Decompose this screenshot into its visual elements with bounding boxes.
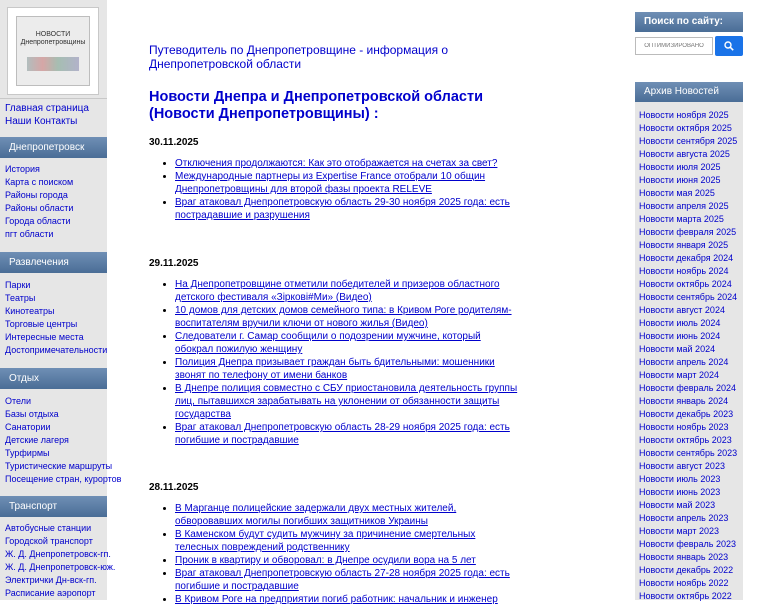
archive-item[interactable]: Новости мая 2025 — [639, 188, 715, 198]
news-day — [149, 482, 519, 606]
archive-item[interactable]: Новости июль 2023 — [639, 474, 721, 484]
news-link[interactable]: Враг атаковал Днепропетровскую область 29-30 ноября 2025 года: есть пострадавшие и разрушения — [175, 197, 510, 221]
archive-item[interactable]: Новости декабря 2024 — [639, 253, 734, 263]
sidebar-item-travel-agencies[interactable]: Турфирмы — [5, 448, 50, 458]
left-sidebar — [0, 0, 122, 600]
list-item — [175, 356, 519, 382]
search-title: Поиск по сайту: — [635, 12, 743, 32]
sidebar-item-kids-camps[interactable]: Детские лагеря — [5, 435, 69, 445]
list-item — [175, 593, 519, 606]
sidebar-item-cinemas[interactable]: Кинотеатры — [5, 306, 55, 316]
sidebar-item-parks[interactable]: Парки — [5, 280, 31, 290]
archive-item[interactable]: Новости августа 2025 — [639, 149, 730, 159]
sidebar-item-tourist-routes[interactable]: Туристические маршруты — [5, 461, 113, 471]
news-link[interactable]: Проник в квартиру и обворовал: в Днепре осудили вора на 5 лет — [175, 555, 476, 566]
archive-item[interactable]: Новости январь 2024 — [639, 396, 729, 406]
archive-title: Архив Новостей — [635, 82, 743, 102]
search-icon — [724, 41, 734, 51]
sidebar-item-rail-main[interactable]: Ж. Д. Днепропетровск-гп. — [5, 549, 111, 559]
news-date: 29.11.2025 — [149, 258, 199, 269]
sidebar-item-commuter-trains[interactable]: Электрички Дн-вск-гп. — [5, 575, 97, 585]
list-item — [175, 304, 519, 330]
home-link[interactable]: Главная страница — [5, 103, 89, 114]
archive-item[interactable]: Новости июля 2025 — [639, 162, 721, 172]
sidebar-item-sights[interactable]: Достопримечательности — [5, 345, 108, 355]
archive-item[interactable]: Новости сентября 2025 — [639, 136, 738, 146]
news-link[interactable]: В Каменском будут судить мужчину за причинение смертельных телесных повреждений родственнику — [175, 529, 476, 553]
news-list — [149, 278, 519, 447]
news-link[interactable]: В Кривом Роге на предприятии погиб работник: начальник и инженер — [175, 594, 498, 605]
archive-panel — [635, 82, 743, 600]
news-link[interactable]: Враг атаковал Днепропетровскую область 27-28 ноября 2025 года: есть погибшие и пострадавшие — [175, 568, 510, 592]
sidebar-item-countries[interactable]: Посещение стран, курортов — [5, 474, 122, 484]
news-link[interactable]: В Марганце полицейские задержали двух местных жителей, обворовавших могилы погибших защитников Украины — [175, 503, 457, 527]
archive-item[interactable]: Новости ноябрь 2022 — [639, 578, 729, 588]
list-item — [175, 567, 519, 593]
archive-item[interactable]: Новости ноябрь 2024 — [639, 266, 729, 276]
search-input[interactable] — [635, 37, 713, 55]
archive-item[interactable]: Новости ноября 2025 — [639, 110, 729, 120]
divider — [0, 98, 107, 99]
right-sidebar — [635, 0, 760, 600]
section-list-transport — [0, 522, 116, 600]
archive-item[interactable]: Новости май 2023 — [639, 500, 716, 510]
archive-item[interactable]: Новости март 2024 — [639, 370, 719, 380]
sidebar-item-rail-south[interactable]: Ж. Д. Днепропетровск-юж. — [5, 562, 116, 572]
sidebar-item-airport[interactable]: Расписание аэропорт — [5, 588, 96, 598]
news-link[interactable]: В Днепре полиция совместно с СБУ приостановила деятельность группы лиц, пытавшихся зарабатывать на уклонении от обязанности защиты государства — [175, 383, 518, 420]
news-link[interactable]: На Днепропетровщине отметили победителей и призеров областного детского фестиваля «Зіркові#Ми» (Видео) — [175, 279, 500, 303]
archive-item[interactable]: Новости июнь 2023 — [639, 487, 721, 497]
news-date: 28.11.2025 — [149, 482, 199, 493]
sidebar-item-region-districts[interactable]: Районы области — [5, 203, 74, 213]
archive-item[interactable]: Новости октябрь 2024 — [639, 279, 732, 289]
archive-item[interactable]: Новости апреля 2025 — [639, 201, 729, 211]
archive-list — [635, 109, 743, 603]
sidebar-item-malls[interactable]: Торговые центры — [5, 319, 78, 329]
news-date: 30.11.2025 — [149, 137, 199, 148]
news-link[interactable]: Отключения продолжаются: Как это отображается на счетах за свет? — [175, 158, 498, 169]
archive-item[interactable]: Новости май 2024 — [639, 344, 716, 354]
intro-text: Путеводитель по Днепропетровщине - информация о Днепропетровской области — [149, 43, 449, 71]
archive-item[interactable]: Новости апрель 2024 — [639, 357, 729, 367]
news-link[interactable]: Международные партнеры из Expertise France отобрали 10 общин Днепропетровщины для второй фазы проекта RELEVE — [175, 171, 486, 195]
archive-item[interactable]: Новости декабрь 2022 — [639, 565, 734, 575]
news-link[interactable]: 10 домов для детских домов семейного типа: в Кривом Роге родителям-воспитателям вручили ключи от нового жилья (Видео) — [175, 305, 512, 329]
sidebar-item-history[interactable]: История — [5, 164, 40, 174]
sidebar-item-hotels[interactable]: Отели — [5, 396, 32, 406]
sidebar-item-map[interactable]: Карта с поиском — [5, 177, 74, 187]
sidebar-item-resorts[interactable]: Базы отдыха — [5, 409, 59, 419]
section-list-entertainment — [0, 279, 107, 357]
archive-item[interactable]: Новости март 2023 — [639, 526, 719, 536]
archive-item[interactable]: Новости января 2025 — [639, 240, 729, 250]
archive-item[interactable]: Новости август 2023 — [639, 461, 725, 471]
list-item — [175, 382, 519, 421]
site-logo[interactable] — [7, 7, 99, 95]
sidebar-item-city-districts[interactable]: Районы города — [5, 190, 68, 200]
archive-item[interactable]: Новости октября 2025 — [639, 123, 732, 133]
sidebar-item-bus-stations[interactable]: Автобусные станции — [5, 523, 92, 533]
sidebar-item-region-cities[interactable]: Города области — [5, 216, 71, 226]
archive-item[interactable]: Новости ноябрь 2023 — [639, 422, 729, 432]
section-header-rest: Отдых — [0, 368, 107, 389]
news-link[interactable]: Полиция Днепра призывает граждан быть бдительными: мошенники звонят по телефону от имени банков — [175, 357, 495, 381]
archive-item[interactable]: Новости август 2024 — [639, 305, 725, 315]
archive-item[interactable]: Новости февраля 2025 — [639, 227, 737, 237]
logo-line2: Днепропетровщины — [20, 39, 86, 46]
list-item — [175, 278, 519, 304]
archive-item[interactable]: Новости январь 2023 — [639, 552, 729, 562]
page-title: Новости Днепра и Днепропетровской области (Новости Днепропетровщины) : — [149, 89, 483, 122]
logo-photo-strip — [27, 57, 79, 71]
list-item — [175, 170, 519, 196]
logo-image — [16, 16, 90, 86]
list-item — [175, 554, 519, 567]
news-day — [149, 258, 519, 447]
section-header-entertainment: Развлечения — [0, 252, 107, 273]
logo-line1: НОВОСТИ — [35, 31, 71, 38]
list-item — [175, 330, 519, 356]
archive-item[interactable]: Новости сентябрь 2024 — [639, 292, 738, 302]
list-item — [175, 528, 519, 554]
archive-item[interactable]: Новости февраль 2024 — [639, 383, 737, 393]
list-item — [175, 196, 519, 222]
archive-item[interactable]: Новости июль 2024 — [639, 318, 721, 328]
sidebar-item-city-transport[interactable]: Городской транспорт — [5, 536, 93, 546]
section-header-dnipro: Днепропетровск — [0, 137, 107, 158]
sidebar-item-sanatoriums[interactable]: Санатории — [5, 422, 51, 432]
archive-item[interactable]: Новости сентябрь 2023 — [639, 448, 738, 458]
news-link[interactable]: Враг атаковал Днепропетровскую область 28-29 ноября 2025 года: есть погибшие и пострадавшие — [175, 422, 510, 446]
search-button[interactable] — [715, 36, 743, 56]
section-header-transport: Транспорт — [0, 496, 107, 517]
archive-item[interactable]: Новости октябрь 2023 — [639, 435, 732, 445]
archive-item[interactable]: Новости марта 2025 — [639, 214, 724, 224]
contacts-link[interactable]: Наши Контакты — [5, 116, 78, 127]
news-link[interactable]: Следователи г. Самар сообщили о подозрении мужчине, который обокрал пожилую женщину — [175, 331, 481, 355]
archive-item[interactable]: Новости июня 2025 — [639, 175, 721, 185]
sidebar-item-theaters[interactable]: Театры — [5, 293, 36, 303]
news-day — [149, 137, 519, 222]
list-item — [175, 421, 519, 447]
sidebar-item-interesting-places[interactable]: Интересные места — [5, 332, 84, 342]
section-list-dnipro — [0, 163, 107, 241]
archive-item[interactable]: Новости июнь 2024 — [639, 331, 721, 341]
list-item — [175, 502, 519, 528]
archive-item[interactable]: Новости апрель 2023 — [639, 513, 729, 523]
sidebar-item-towns[interactable]: пгт области — [5, 229, 54, 239]
list-item — [175, 157, 519, 170]
archive-item[interactable]: Новости февраль 2023 — [639, 539, 737, 549]
archive-item[interactable]: Новости декабрь 2023 — [639, 409, 734, 419]
news-list — [149, 502, 519, 606]
section-list-rest — [0, 395, 122, 486]
archive-item[interactable]: Новости октябрь 2022 — [639, 591, 732, 601]
news-list — [149, 157, 519, 222]
